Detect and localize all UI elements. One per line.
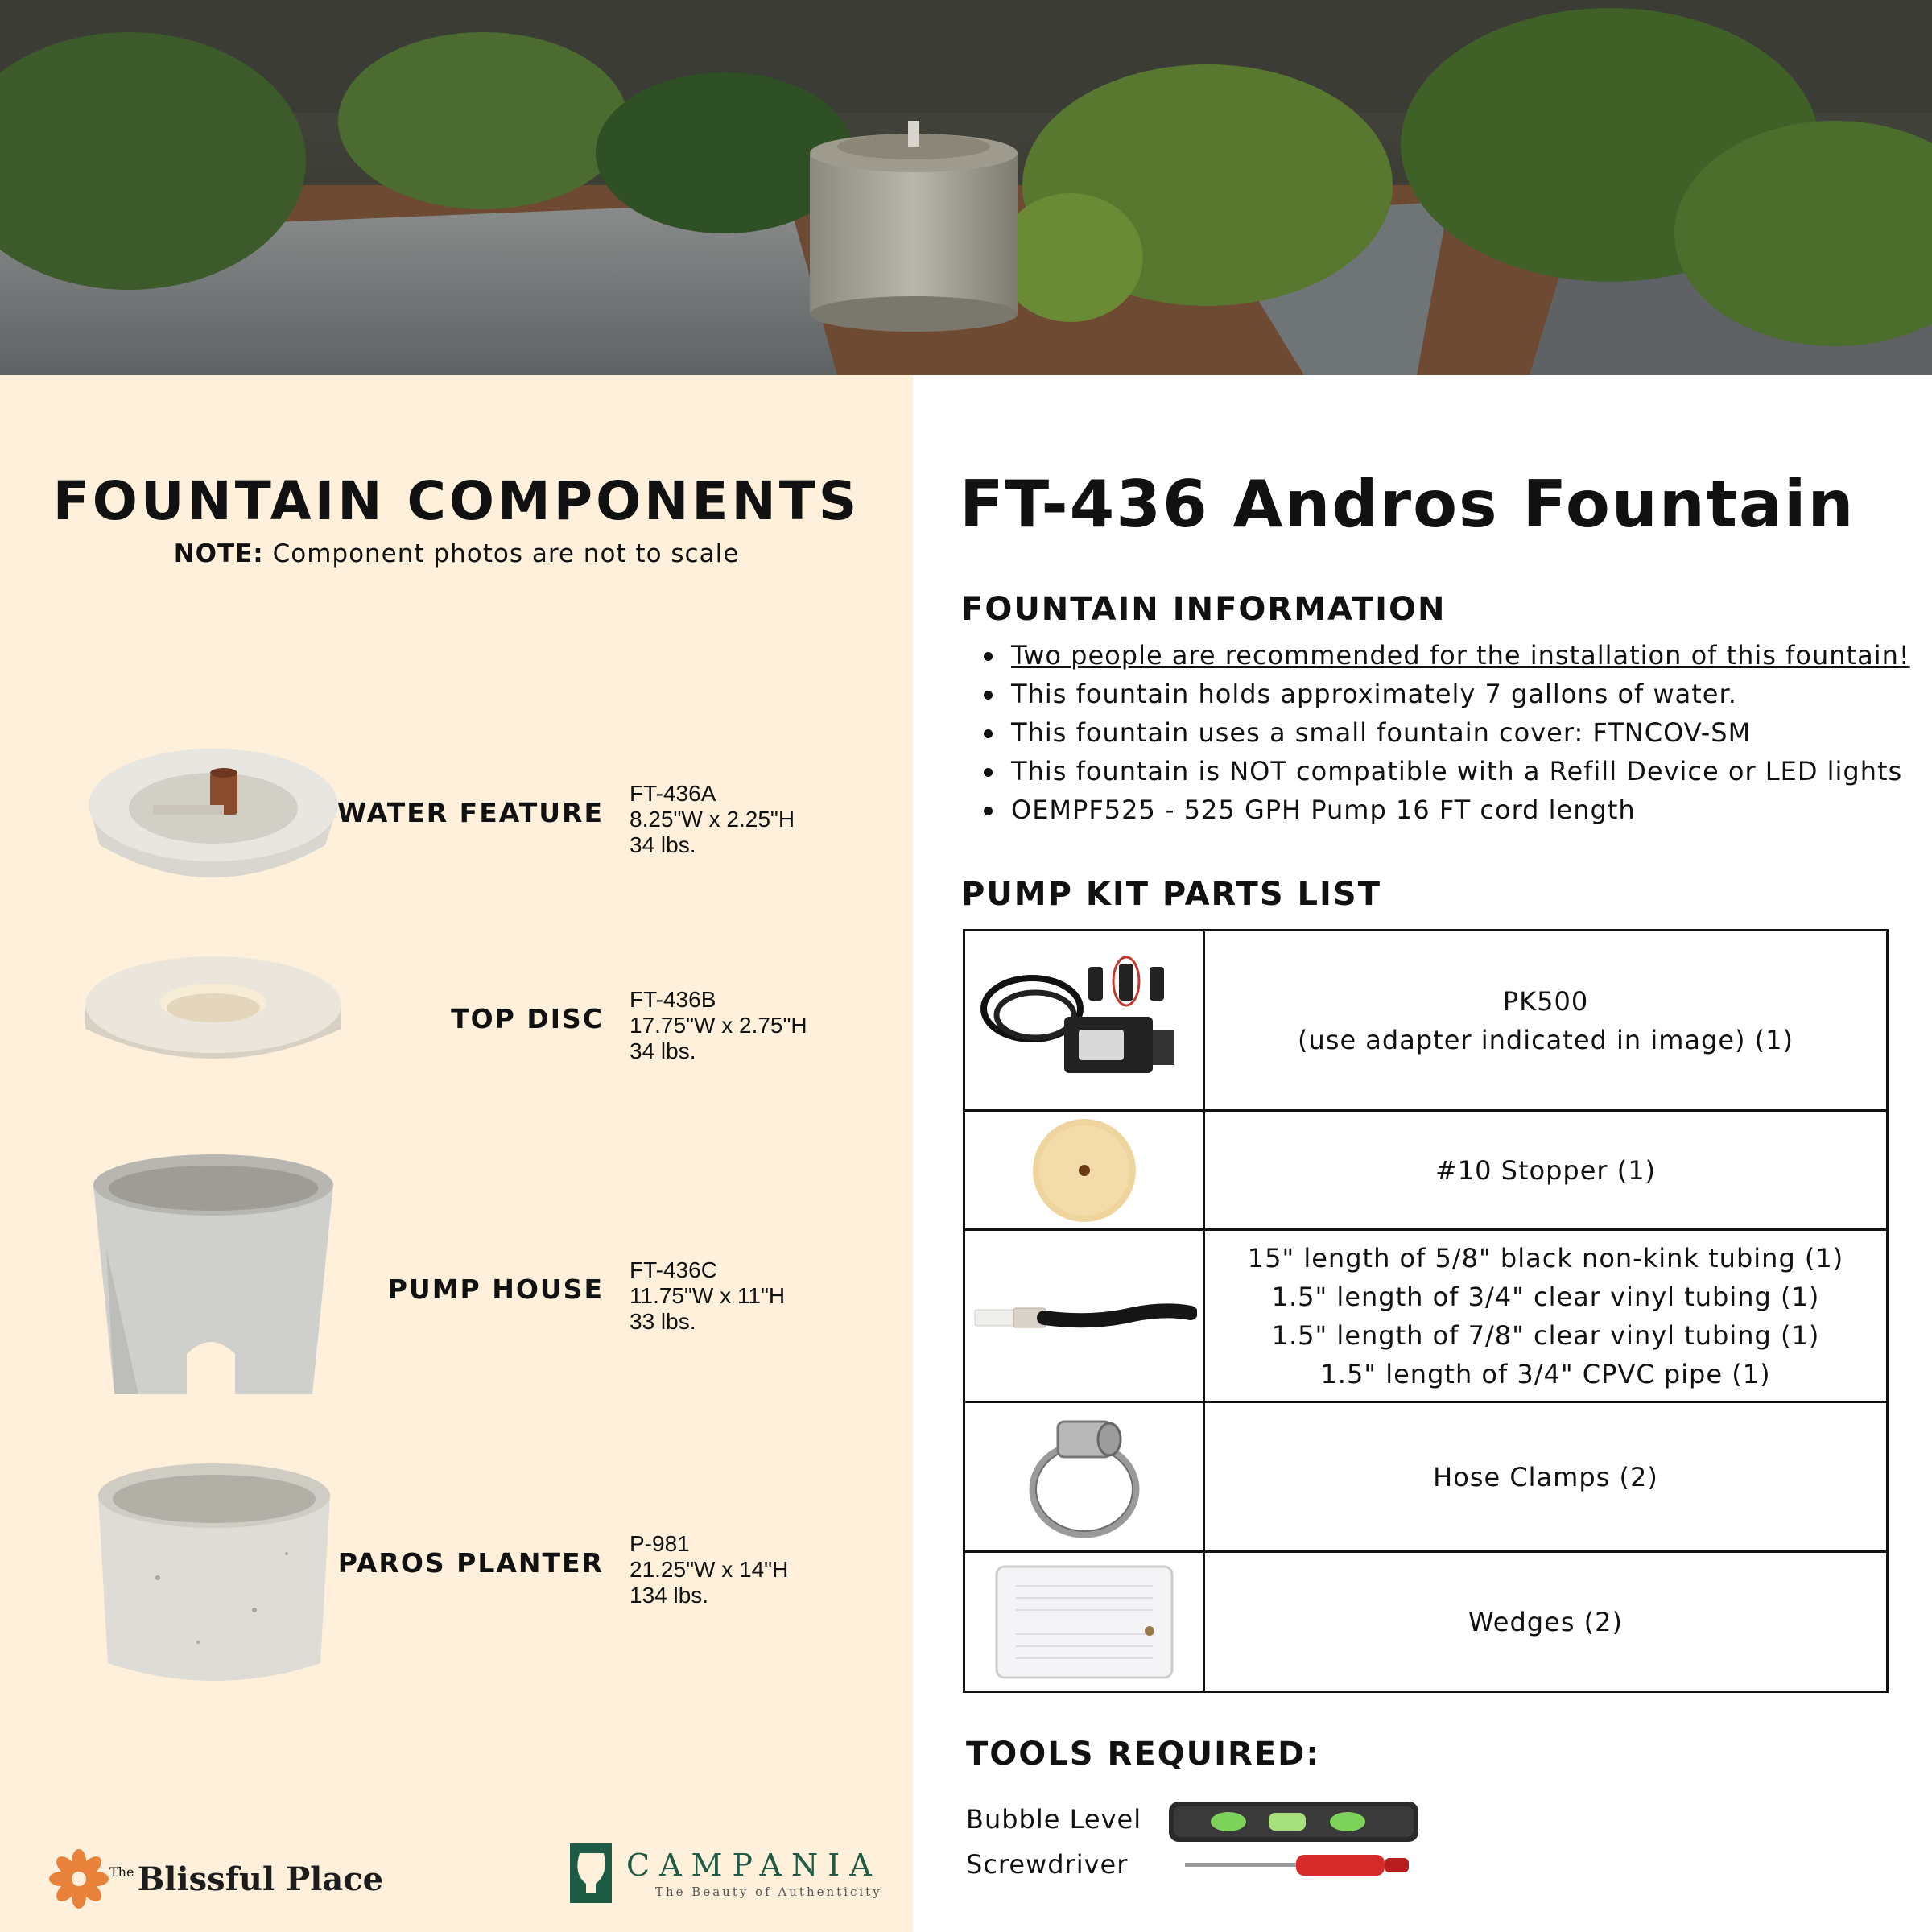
part-line: #10 Stopper (1) [1435,1154,1657,1186]
list-item: This fountain holds approximately 7 gallons of water. [984,675,1910,713]
screwdriver-icon [1185,1855,1409,1876]
part-line: 1.5" length of 3/4" CPVC pipe (1) [1320,1358,1771,1389]
note-label: NOTE: [173,539,264,568]
component-weight: 33 lbs. [630,1309,696,1334]
pump-house-image [90,1153,336,1410]
component-weight: 134 lbs. [630,1583,709,1608]
component-specs [630,1257,785,1335]
part-image-cell [964,1111,1204,1230]
component-water-feature [0,713,913,906]
garden-fountain-photo [0,0,1932,375]
tools-images [1169,1798,1426,1887]
part-image-cell [964,1230,1204,1402]
part-line: (use adapter indicated in image) (1) [1298,1024,1794,1055]
part-line: Wedges (2) [1468,1606,1623,1637]
component-sku: P-981 [630,1531,690,1556]
part-line: 1.5" length of 7/8" clear vinyl tubing (1) [1271,1319,1820,1351]
stopper-icon [1028,1114,1141,1227]
part-description [1204,931,1888,1111]
list-item-text: Two people are recommended for the installation of this fountain! [1011,640,1910,671]
part-image-cell [964,931,1204,1111]
parts-table [963,929,1889,1693]
part-line: 1.5" length of 3/4" clear vinyl tubing (1) [1271,1281,1820,1312]
blissful-place-logo [48,1848,383,1909]
campania-name: CAMPANIA [626,1847,881,1883]
component-weight: 34 lbs. [630,1038,696,1063]
component-sku: FT-436B [630,987,716,1012]
component-dims: 21.25"W x 14"H [630,1557,789,1582]
list-item: This fountain uses a small fountain cover: FTNCOV-SM [984,713,1910,752]
component-sku: FT-436A [630,781,716,806]
list-item [984,636,1910,675]
scale-note [0,539,913,568]
product-info-panel [913,375,1932,1932]
component-name: PAROS PLANTER [337,1547,604,1579]
campania-urn-icon [568,1843,613,1903]
component-specs [630,1531,788,1608]
table-row [964,1552,1888,1692]
campania-logo [568,1843,882,1903]
part-image-cell [964,1552,1204,1692]
tools-heading: TOOLS REQUIRED: [966,1736,1321,1773]
list-item: This fountain is NOT compatible with a Refill Device or LED lights [984,752,1910,791]
blissful-flower-icon [48,1848,109,1909]
component-paros-planter [0,1454,913,1703]
part-description [1204,1402,1888,1552]
tubing-icon [972,1292,1197,1340]
parts-heading: PUMP KIT PARTS LIST [961,876,1382,913]
components-panel [0,375,913,1932]
part-line: 15" length of 5/8" black non-kink tubing (1) [1247,1242,1844,1274]
component-dims: 8.25"W x 2.25"H [630,807,795,832]
bubble-level-icon [1169,1802,1418,1842]
product-title: FT-436 Andros Fountain [960,467,1856,542]
part-line: Hose Clamps (2) [1433,1461,1658,1492]
blissful-name: Blissful Place [137,1860,384,1898]
fountain-info-heading: FOUNTAIN INFORMATION [961,591,1447,628]
component-name: WATER FEATURE [336,797,604,828]
component-dims: 11.75"W x 11"H [630,1283,786,1308]
list-item: OEMPF525 - 525 GPH Pump 16 FT cord length [984,791,1910,829]
tool-item: Bubble Level [966,1804,1142,1835]
part-description [1204,1111,1888,1230]
wedge-icon [992,1562,1177,1682]
part-line: PK500 [1502,985,1589,1017]
tools-list [966,1797,1141,1887]
hose-clamp-icon [1016,1409,1153,1546]
table-row [964,931,1888,1111]
component-sku: FT-436C [630,1257,717,1282]
part-description [1204,1552,1888,1692]
hero-photo [0,0,1932,375]
component-name: TOP DISC [451,1003,604,1034]
table-row [964,1402,1888,1552]
part-image-cell [964,1402,1204,1552]
campania-tagline: The Beauty of Authenticity [655,1885,882,1899]
component-dims: 17.75"W x 2.75"H [630,1013,807,1038]
paros-planter-image [93,1457,335,1690]
component-top-disc [0,939,913,1116]
fountain-info-list [984,636,1910,829]
part-description [1204,1230,1888,1402]
note-text: Component photos are not to scale [272,539,740,568]
component-specs [630,781,795,858]
table-row [964,1111,1888,1230]
component-pump-house [0,1148,913,1414]
top-disc-image [84,952,343,1072]
component-name: PUMP HOUSE [387,1274,604,1305]
pump-icon [976,952,1193,1089]
component-specs [630,987,807,1064]
component-weight: 34 lbs. [630,832,696,857]
components-title: FOUNTAIN COMPONENTS [52,470,861,532]
tool-item: Screwdriver [966,1849,1129,1880]
table-row [964,1230,1888,1402]
blissful-the: The [109,1864,134,1880]
water-feature-image [84,724,343,902]
